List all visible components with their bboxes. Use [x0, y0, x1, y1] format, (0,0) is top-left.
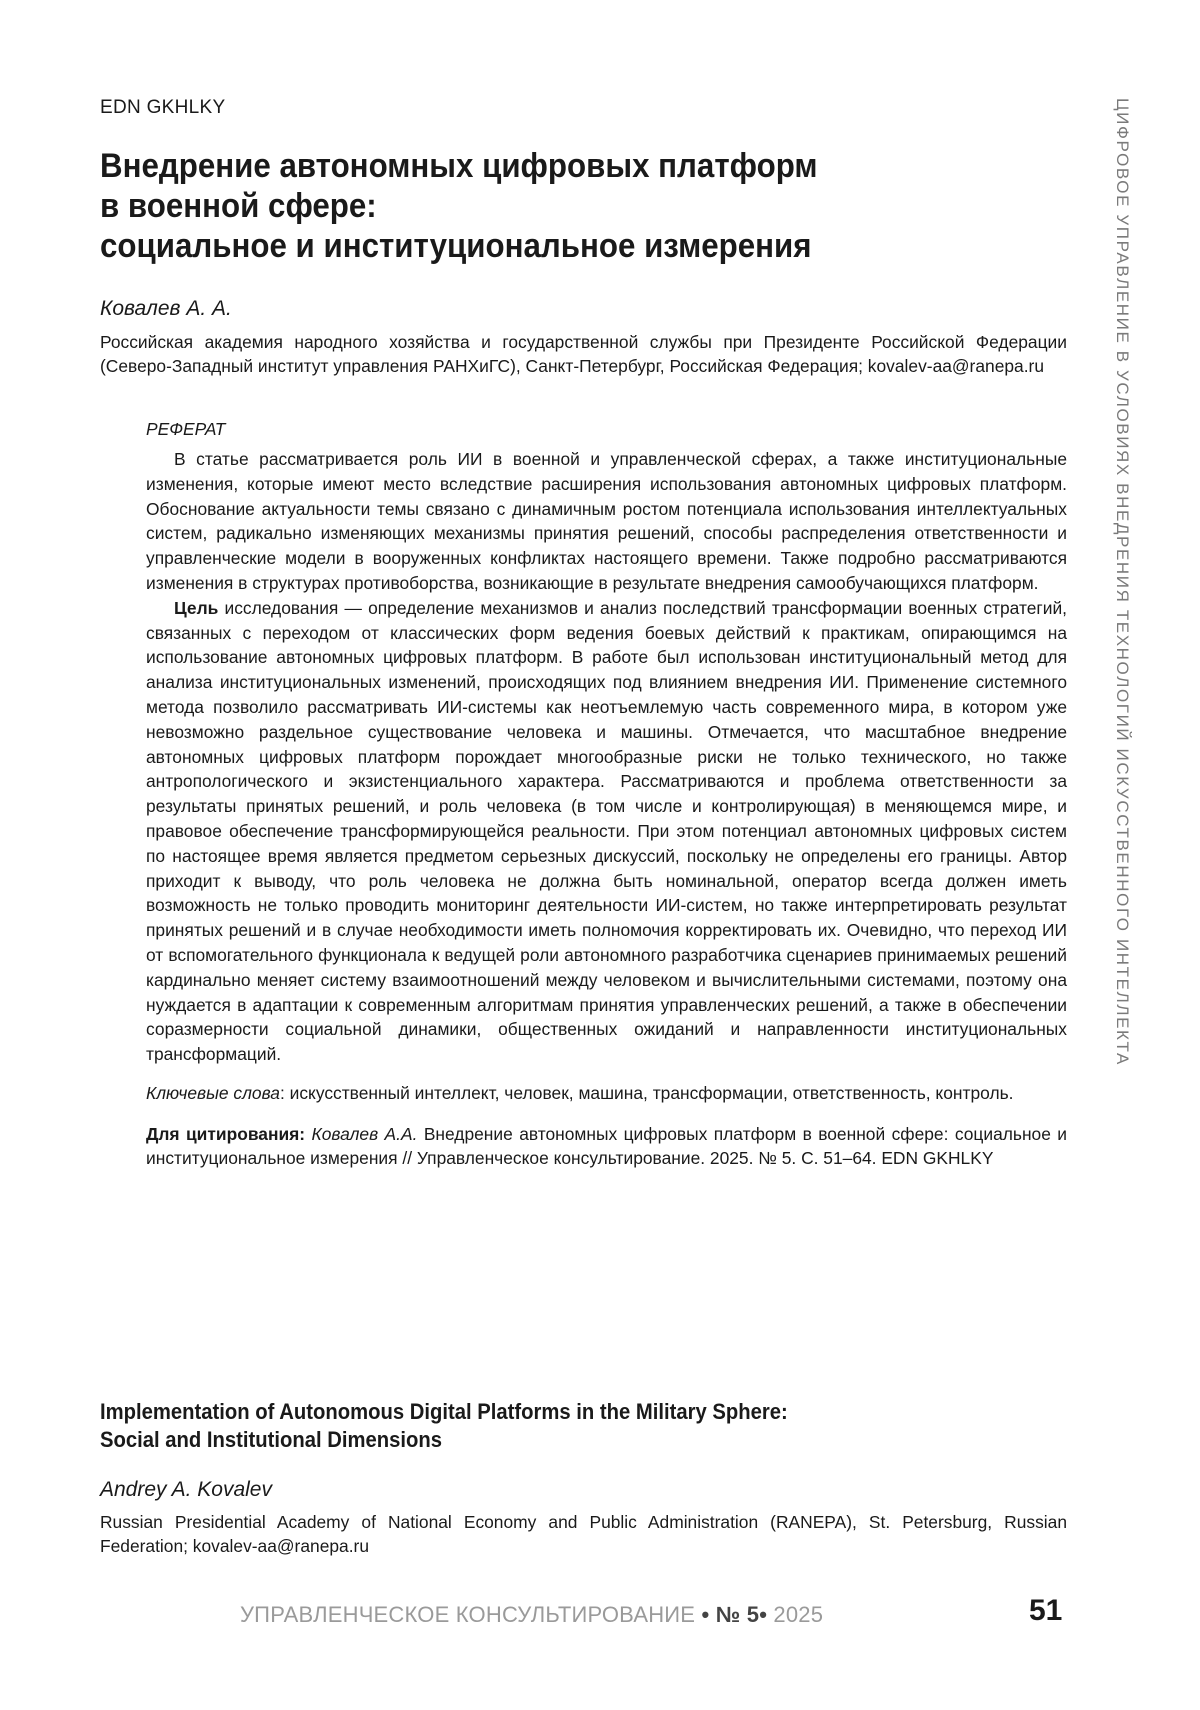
english-author-name: Andrey A. Kovalev	[100, 1478, 272, 1502]
citation	[146, 1122, 1067, 1170]
edn-code: EDN GKHLKY	[100, 97, 225, 119]
citation-text: Внедрение автономных цифровых платформ в военной сфере: социальное и институциональное измерения // Управленческое консультирование. 2025. № 5. С. 51–64. EDN GKHLKY	[146, 1124, 1067, 1168]
author-name: Ковалев А. А.	[100, 297, 232, 321]
citation-label: Для цитирования:	[146, 1124, 305, 1144]
english-affiliation: Russian Presidential Academy of National Economy and Public Administration (RANEPA), St. Petersburg, Russian Federation; kovalev-aa@ranepa.ru	[100, 1510, 1067, 1558]
abstract	[146, 417, 1067, 1170]
article-title	[100, 146, 891, 266]
journal-name: УПРАВЛЕНЧЕСКОЕ КОНСУЛЬТИРОВАНИЕ	[240, 1602, 695, 1627]
author-affiliation: Российская академия народного хозяйства и государственной службы при Президенте Российской Федерации (Северо-Западный институт управления РАНХиГС), Санкт-Петербург, Российская Федерация; kovalev-aa@ranepa.ru	[100, 330, 1067, 378]
aim-label: Цель	[174, 598, 218, 618]
keywords-label: Ключевые слова	[146, 1083, 280, 1103]
footer-separator: •	[701, 1602, 709, 1627]
article-title-line: в военной сфере:	[100, 186, 891, 226]
english-title-line: Social and Institutional Dimensions	[100, 1426, 910, 1454]
page-number: 51	[1029, 1594, 1062, 1628]
abstract-heading: РЕФЕРАТ	[146, 417, 1067, 441]
keywords	[146, 1081, 1067, 1106]
aim-text: исследования — определение механизмов и анализ последствий трансформации военных стратегий, связанных с переходом от классических форм ведения боевых действий к практикам, опирающимся на использование автономных цифровых платформ. В работе был использован институциональный метод для анализа институциональных изменений, происходящих под влиянием внедрения ИИ. Применение системного метода позволило рассматривать ИИ-системы как неотъемлемую часть современного мира, в котором уже невозможно раздельное существование человека и машины. Отмечается, что масштабное внедрение автономных цифровых платформ порождает многообразные риски не только технического, но также антропологического и экзистенциального характера. Рассматриваются и проблема ответственности за результаты принятых решений, и роль человека (в том числе и контролирующая) в меняющемся мире, и правовое обеспечение трансформирующейся реальности. При этом потенциал автономных цифровых систем по настоящее время является предметом серьезных дискуссий, поскольку не определены его границы. Автор приходит к выводу, что роль человека не должна быть номинальной, оператор всегда должен иметь возможность не только проводить мониторинг деятельности ИИ-систем, но также интерпретировать результат принятых решений и в случае необходимости иметь полномочия корректировать их. Очевидно, что переход ИИ от вспомогательного функционала к ведущей роли автономного разработчика сценариев принимаемых решений кардинально меняет систему взаимоотношений между человеком и вычислительными системами, поэтому она нуждается в адаптации к современным алгоритмам принятия управленческих решений, а также в обеспечении соразмерности социальной динамики, общественных ожиданий и направленности институциональных трансформаций.	[146, 598, 1067, 1064]
english-title-line: Implementation of Autonomous Digital Platforms in the Military Sphere:	[100, 1398, 910, 1426]
journal-footer	[240, 1602, 823, 1628]
footer-separator: •	[759, 1602, 767, 1627]
running-section-header: ЦИФРОВОЕ УПРАВЛЕНИЕ В УСЛОВИЯХ ВНЕДРЕНИЯ ТЕХНОЛОГИЙ ИСКУССТВЕННОГО ИНТЕЛЛЕКТА	[1102, 98, 1132, 1148]
article-title-line: Внедрение автономных цифровых платформ	[100, 146, 891, 186]
abstract-paragraph: В статье рассматривается роль ИИ в военной и управленческой сферах, а также институциональные изменения, которые имеют место вследствие расширения использования автономных цифровых платформ. Обоснование актуальности темы связано с динамичным ростом потенциала использования интеллектуальных систем, радикально изменяющих механизмы принятия решений, способы распределения ответственности и управленческие модели в вооруженных конфликтах настоящего времени. Также подробно рассматриваются изменения в структурах противоборства, возникающие в результате внедрения самообучающихся платформ.	[146, 447, 1067, 596]
journal-year: 2025	[773, 1602, 823, 1627]
citation-author: Ковалев А.А.	[312, 1124, 418, 1144]
abstract-paragraph	[146, 596, 1067, 1067]
issue-number: № 5	[716, 1602, 759, 1627]
article-title-line: социальное и институциональное измерения	[100, 226, 891, 266]
keywords-text: : искусственный интеллект, человек, машина, трансформации, ответственность, контроль.	[280, 1083, 1014, 1103]
english-title	[100, 1398, 910, 1454]
